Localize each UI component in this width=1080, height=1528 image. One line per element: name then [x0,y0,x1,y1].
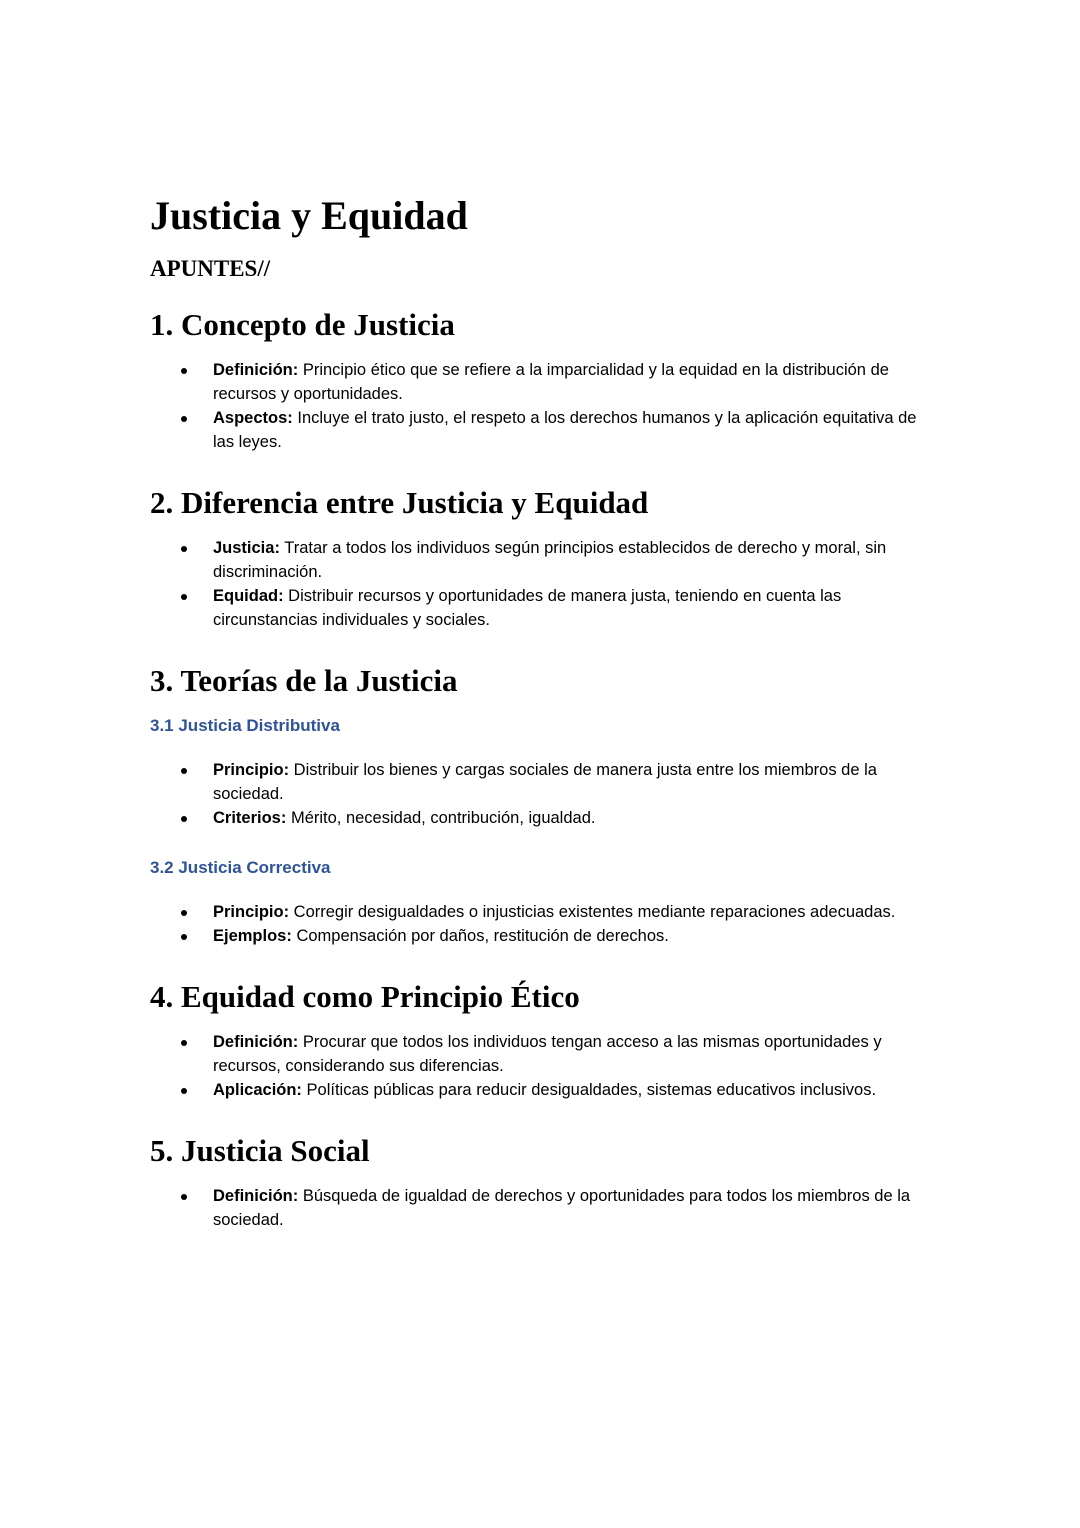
item-term: Aspectos: [213,409,293,427]
bullet-icon [181,368,187,374]
bullet-icon [181,1040,187,1046]
bullet-list [150,536,940,632]
bullet-list [150,1184,940,1232]
item-term: Principio: [213,903,290,921]
list-item [150,536,940,584]
list-item [150,900,940,924]
item-term: Definición: [213,1187,299,1205]
item-term: Definición: [213,1033,299,1051]
document-subtitle: APUNTES// [150,256,271,281]
item-text: Incluye el trato justo, el respeto a los derechos humanos y la aplicación equitativa de las leyes. [213,409,917,451]
bullet-list [150,758,940,830]
list-item [150,358,940,406]
bullet-icon [181,910,187,916]
item-text: Mérito, necesidad, contribución, igualdad. [286,809,596,827]
section-heading: 1. Concepto de Justicia [150,307,455,342]
bullet-icon [181,1194,187,1200]
item-term: Criterios: [213,809,287,827]
item-text: Corregir desigualdades o injusticias existentes mediante reparaciones adecuadas. [289,903,896,921]
section-heading: 4. Equidad como Principio Ético [150,979,580,1014]
list-item [150,924,940,948]
item-text: Búsqueda de igualdad de derechos y oportunidades para todos los miembros de la sociedad. [213,1187,911,1229]
list-item [150,1184,940,1232]
bullet-icon [181,1088,187,1094]
list-item [150,584,940,632]
section-heading: 3. Teorías de la Justicia [150,663,458,698]
item-text: Tratar a todos los individuos según principios establecidos de derecho y moral, sin discriminación. [213,539,887,581]
item-text: Distribuir los bienes y cargas sociales de manera justa entre los miembros de la sociedad. [213,761,877,803]
document-page [150,190,940,1232]
subsection-heading: 3.1 Justicia Distributiva [150,716,340,735]
item-text: Distribuir recursos y oportunidades de manera justa, teniendo en cuenta las circunstancias individuales y sociales. [213,587,842,629]
item-term: Ejemplos: [213,927,292,945]
item-term: Definición: [213,361,299,379]
bullet-list [150,358,940,454]
list-item [150,806,940,830]
list-item [150,758,940,806]
bullet-list [150,900,940,948]
item-text: Procurar que todos los individuos tengan acceso a las mismas oportunidades y recursos, considerando sus diferencias. [213,1033,882,1075]
list-item [150,406,940,454]
bullet-icon [181,416,187,422]
item-text: Compensación por daños, restitución de derechos. [291,927,669,945]
bullet-list [150,1030,940,1102]
item-term: Justicia: [213,539,280,557]
item-term: Equidad: [213,587,284,605]
bullet-icon [181,546,187,552]
subsection-heading: 3.2 Justicia Correctiva [150,858,331,877]
list-item [150,1078,940,1102]
section-heading: 2. Diferencia entre Justicia y Equidad [150,485,649,520]
item-text: Políticas públicas para reducir desigualdades, sistemas educativos inclusivos. [301,1081,877,1099]
item-term: Aplicación: [213,1081,302,1099]
list-item [150,1030,940,1078]
bullet-icon [181,934,187,940]
bullet-icon [181,816,187,822]
bullet-icon [181,594,187,600]
bullet-icon [181,768,187,774]
document-title: Justicia y Equidad [150,193,468,238]
section-heading: 5. Justicia Social [150,1133,370,1168]
item-term: Principio: [213,761,290,779]
item-text: Principio ético que se refiere a la imparcialidad y la equidad en la distribución de recursos y oportunidades. [213,361,889,403]
